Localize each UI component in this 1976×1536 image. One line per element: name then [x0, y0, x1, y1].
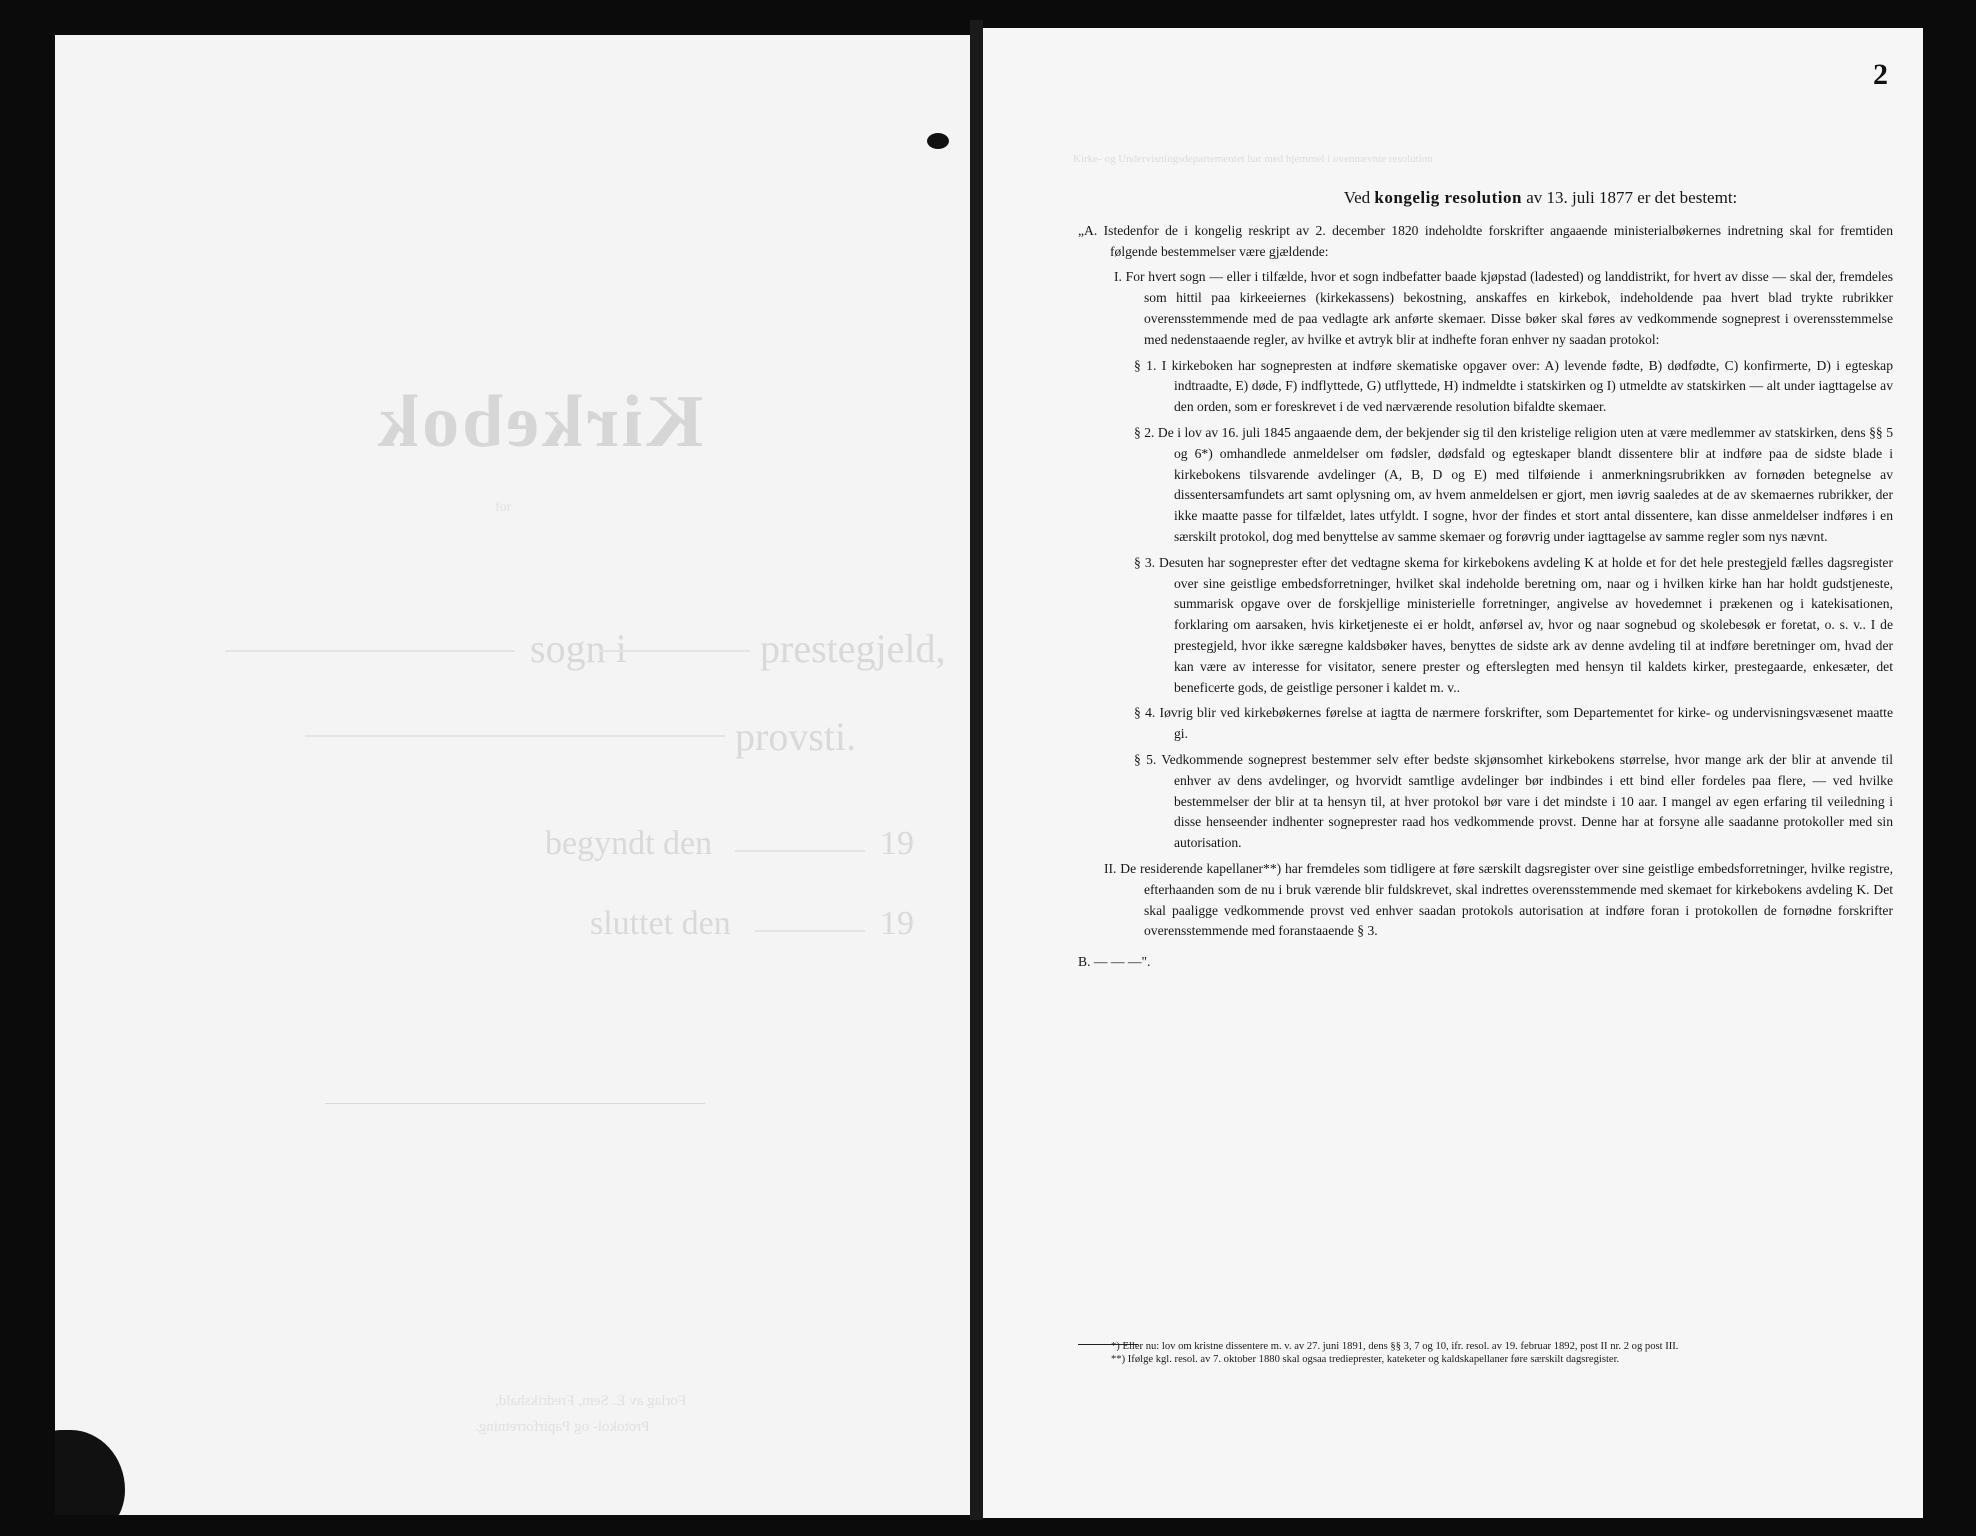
- sogn-label: sogn i: [530, 626, 627, 671]
- for-label: for: [495, 500, 512, 515]
- handwritten-start-date: [735, 850, 865, 852]
- ink-blot-left: [927, 133, 949, 149]
- show-through-text: Kirke- og Undervisningsdepartementet har med hjemmel i ovennævnte resolution: [1073, 153, 1433, 165]
- start-year-prefix: 19: [880, 825, 914, 862]
- kirkebok-title: Kirkebok: [375, 381, 704, 463]
- left-page: [55, 35, 970, 1515]
- document-title: Ved kongelig resolution av 13. juli 1877 er det bestemt:: [1343, 188, 1738, 207]
- item-2: II. De residerende kapellaner**) har fremdeles som tidligere at føre særskilt dagsregister over sine geistlige embedsforretninger, hvilke registre, efterhaanden som de nu i bruk værende blir fuldskrevet, skal indrettes overensstemmende med skemaet for kirkebokens avdeling K. Det skal paaligge vedkommende provst ved enhver saadan protokols autorisation at indføre foran i protokollen de fornødne forskrifter overensstemmende med foranstaaende § 3.: [1104, 860, 1893, 939]
- provsti-label: provsti.: [735, 714, 857, 759]
- handwritten-provsti-name: [305, 735, 725, 737]
- handwritten-end-date: [755, 930, 865, 932]
- paragraph-4: § 4. Iøvrig blir ved kirkebøkernes førelse at iagtta de nærmere forskrifter, som Departementet for kirke- og undervisningsvæsenet maatte gi.: [1134, 705, 1893, 742]
- item-1: I. For hvert sogn — eller i tilfælde, hvor et sogn indbefatter baade kjøpstad (ladested) og landdistrikt, for hvert av disse — skal der, fremdeles som hittil paa kirkeeiernes (kirkekassens) bekostning, anskaffes en kirkebok, indeholdende paa hvert blad trykte rubrikker overensstemmende med de paa vedlagte ark anførte skemaer. Disse bøker skal føres av vedkommende sogneprest i overensstemmelse med nedenstaaende regler, av hvilke et avtryk blir at indhefte foran enhver ny saadan protokol:: [1114, 269, 1893, 347]
- resolution-text: [1078, 188, 1893, 977]
- corner-damage: [55, 1430, 125, 1515]
- paragraph-5: § 5. Vedkommende sogneprest bestemmer selv efter bedste skjønsomhet kirkebokens størrelse, hvor mange ark der blir at anvende til enhver av dens avdelinger, og hvorvidt samtlige avdelinger bør indbindes i ett bind eller fordeles paa flere, — ved hvilke bestemmelser der blir at ta hensyn til, at hver protokol bør vare i det mindste i 10 aar. I mangel av egen erfaring til veiledning i disse henseender indhenter sogneprester raad hos vedkommende provst. Denne har at forsyne alle saadanne protokoller med sin autorisation.: [1134, 751, 1893, 851]
- paragraph-3: § 3. Desuten har sogneprester efter det vedtagne skema for kirkebokens avdeling K at holde et for det hele prestegjeld fælles dagsregister over sine geistlige embedsforretninger, hvilket skal indeholde beretning om, naar og i hvilken kirke han har holdt gudstjeneste, summarisk opgave over de forskjellige ministerielle forretninger, angivelse av hovedemnet i prækenen og i katekisationen, forklaring om aarsaken, hvis kirketjeneste ei er holdt, anførsel av, hvor og naar sognebud og skolebesøk er foretat, o. s. v.. I de prestegjeld, hvor ikke særegne kaldsbøker haves, benyttes de sidste ark av denne avdeling til at indføre beretninger om, hvad der kan være av interesse for visitator, senere prester og efterslegten med hensyn til kaldets kirker, prestegaarde, enkesæter, det beneficerte gods, de geistlige personer i kaldet m. v..: [1134, 554, 1893, 695]
- end-year-prefix: 19: [880, 905, 914, 942]
- section-b: B. — — —".: [1078, 954, 1151, 970]
- paragraph-1: § 1. I kirkeboken har sognepresten at indføre skematiske opgaver over: A) levende fødte, B) dødfødte, C) konfirmerte, D) i egteskap indtraadte, E) døde, F) indflyttede, G) utflyttede, H) indmeldte i statskirken og I) utmeldte av statskirken — alt under iagttagelse av den orden, som er foreskrevet i de ved nærværende resolution bifaldte skemaer.: [1134, 357, 1893, 415]
- sluttet-label: sluttet den: [590, 905, 731, 942]
- section-a: „A. Istedenfor de i kongelig reskript av 2. december 1820 indeholdte forskrifter angaaende ministerialbøkernes indretning skal for fremtiden følgende bestemmelser være gjældende:: [1078, 222, 1893, 259]
- divider-line: [325, 1103, 705, 1104]
- handwritten-sogn-name: [225, 650, 515, 652]
- prestegjeld-label: prestegjeld,: [760, 626, 946, 671]
- paragraph-2: § 2. De i lov av 16. juli 1845 angaaende dem, der bekjender sig til den kristelige religion uten at være medlemmer av statskirken, dens §§ 5 og 6*) omhandlede anmeldelser om fødsler, dødsfald og egteskaper blandt dissentere blir at indføre paa de sidste blade i kirkebokens tilsvarende avdelinger (A, B, D og E) med tilføiende i anmerkningsrubrikken av fornøden betegnelse av dissentersamfundets art samt oplysning om, av hvem anmeldelsen er gjort, men iøvrig saaledes at de av skemaernes rubrikker, der ikke maatte passe for tilfældet, lates utfyldt. I sogne, hvor der findes et stort antal dissentere, kan disse anmeldelser indføres i en særskilt protokol, dog med benyttelse av samme skemaer og forøvrig under iagttagelse av samme regler som nys nævnt.: [1134, 424, 1893, 544]
- footnote-2: **) Ifølge kgl. resol. av 7. oktober 1880 skal ogsaa tredieprester, kateketer og kaldskapellaner føre særskilt dagsregister.: [1111, 1354, 1620, 1365]
- footnote-1: *) Eller nu: lov om kristne dissentere m. v. av 27. juni 1891, dens §§ 3, 7 og 10, ifr. resol. av 19. februar 1892, post II nr. 2 og post III.: [1111, 1341, 1679, 1352]
- publisher-line-2: Protokol- og Papirforretning.: [475, 1419, 650, 1435]
- begyndt-label: begyndt den: [545, 825, 713, 862]
- footnotes: [1111, 1340, 1891, 1366]
- book-gutter: [970, 20, 983, 1520]
- page-number: 2: [1873, 58, 1888, 91]
- publisher-line-1: Forlag av E. Sem, Fredrikshald,: [495, 1393, 687, 1409]
- right-page: [983, 28, 1923, 1518]
- handwritten-prestegjeld-name: [600, 650, 750, 652]
